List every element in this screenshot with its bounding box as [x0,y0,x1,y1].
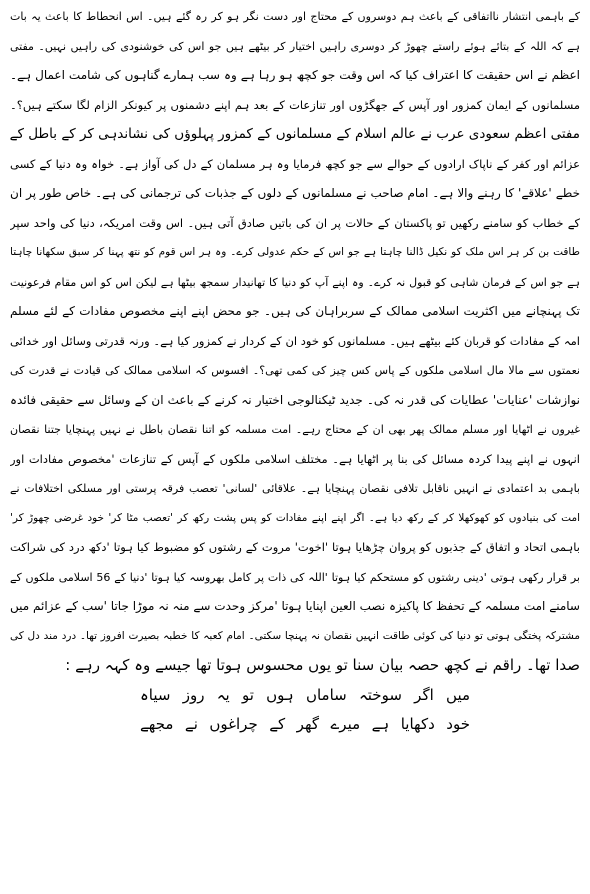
text-line: امت کی بنیادوں کو کھوکھلا کر کے رکھ دیا ہے۔ اگر اپنے اپنے مفادات کو پس پشت رکھ کر 'تعصب مٹا کر' خود غرضی چھوڑ کر' [10,511,580,524]
text-line: ہے جو اس کے فرمان شاہی کو قبول نہ کرے۔ وہ اپنے آپ کو دنیا کا تھانیدار سمجھ بیٹھا ہے لیکن اس کو اس مقام فرعونیت [10,275,580,289]
text-line: اعظم نے اس حقیقت کا اعتراف کیا کہ اس وقت جو کچھ ہو رہا ہے وہ سب ہمارے گناہوں کی شامت اعمال ہے۔ [10,68,580,82]
text-line: مشترکہ پختگی ہوتی تو دنیا کی کوئی طاقت انہیں نقصان نہ پہنچا سکتی۔ امام کعبہ کا خطبہ بصیرت افروز تھا۔ درد مند دل کی [10,629,580,642]
poetry-couplet [10,681,580,740]
text-line: سامنے امت مسلمہ کے تحفظ کا پاکیزہ نصب العین اپنایا ہوتا 'مرکز وحدت سے منہ نہ موڑا جاتا 'سب کے عزائم میں [10,599,580,613]
text-line: خطے 'علاقے' کا رہنے والا ہے۔ امام صاحب نے مسلمانوں کے دلوں کے جذبات کی ترجمانی کی ہے۔ خاص طور پر ان [10,186,580,200]
text-line: عزائم اور کفر کے ناپاک ارادوں کے حوالے سے جو کچھ فرمایا وہ ہر مسلمان کے دل کی آواز ہے۔ خواہ وہ دنیا کے کسی [10,156,580,171]
text-line: صدا تھا۔ راقم نے کچھ حصہ بیان سنا تو یوں محسوس ہوتا تھا جیسے وہ کہہ رہے : [65,656,580,674]
article-body [10,2,580,681]
text-line: غیروں نے اٹھایا اور مسلم ممالک پھر بھی ان کے محتاج رہے۔ امت مسلمہ کو اتنا نقصان باطل نے نہیں پہنچایا جتنا نقصان [10,423,580,436]
text-line: مفتی اعظم سعودی عرب نے عالم اسلام کے مسلمانوں کے کمزور پہلوؤں کی نشاندہی کر کے باطل کے [10,126,580,142]
text-line: طاقت بن کر ہر اس ملک کو نکیل ڈالنا چاہتا ہے جو اس کے حکم عدولی کرے۔ وہ ہر اس قوم کو نتھ پہنا کر سبق سکھانا چاہتا [10,246,580,258]
text-line: باہمی اتحاد و اتفاق کے جذبوں کو پروان چڑھایا ہوتا 'اخوت' مروت کے رشتوں کو مضبوط کیا ہوتا 'دکھ درد کی شراکت [10,540,580,554]
text-line: امہ کے مفادات کو قربان کئے بیٹھے ہیں۔ مسلمانوں کو خود ان کے کردار نے کمزور کیا ہے۔ ورنہ قدرتی وسائل اور خدائی [10,333,580,348]
text-line: نعمتوں سے مالا مال اسلامی ملکوں کے پاس کس چیز کی کمی تھی؟۔ افسوس کہ اسلامی ممالک کی قیادت نے قدرت کی [10,364,580,377]
text-line: باہمی بد اعتمادی نے انہیں ناقابل تلافی نقصان پہنچایا ہے۔ علاقائی 'لسانی' تعصب فرقہ پرستی اور مسلکی اختلافات نے [10,482,580,495]
verse-line-2: خود دکھایا ہے میرے گھر کے چراغوں نے مجھے [140,715,470,733]
text-line: نوازشات 'عنایات' عطایات کی قدر نہ کی۔ جدید ٹیکنالوجی اختیار نہ کرنے کے باعث ان کے وسائل سے حقیقی فائدہ [10,392,580,407]
text-line: انہوں نے اپنے پیدا کردہ مسائل کی بنا پر اٹھایا ہے۔ مختلف اسلامی ملکوں کے آپس کے تنازعات 'مخصوص مفادات اور [10,451,580,466]
text-line: کے باہمی انتشار نااتفاقی کے باعث ہم دوسروں کے محتاج اور دست نگر ہو کر رہ گئے ہیں۔ اس انحطاط کا باعث یہ بات [10,10,580,23]
verse-line-1: میں اگر سوختہ ساماں ہوں تو یہ روز سیاہ [140,685,470,704]
text-line: بر قرار رکھی ہوتی 'دینی رشتوں کو مستحکم کیا ہوتا 'اللہ کی ذات پر کامل بھروسہ کیا ہوتا 'دنیا کے 56 اسلامی ملکوں کے [10,570,580,584]
text-line: مسلمانوں کے ایمان کمزور اور آپس کے جھگڑوں اور تنازعات کے بعد ہم اپنے دشمنوں پر کیونکر الزام لگا سکتے ہیں؟۔ [10,97,580,112]
text-line: تک پہنچانے میں اکثریت اسلامی ممالک کے سربراہان کی ہیں۔ جو محض اپنے اپنے مخصوص مفادات کے لئے مسلم [10,304,580,318]
text-line: ہے کہ اللہ کے بتائے ہوئے راستے چھوڑ کر دوسری راہیں اختیار کر بیٹھے ہیں جو اس کی خوشنودی کی راہیں نہیں۔ مفتی [10,39,580,53]
text-line: کے خطاب کو سامنے رکھیں تو پاکستان کے حالات پر ان کی باتیں صادق آتی ہیں۔ اس وقت امریکہ، دنیا کی واحد سپر [10,215,580,230]
